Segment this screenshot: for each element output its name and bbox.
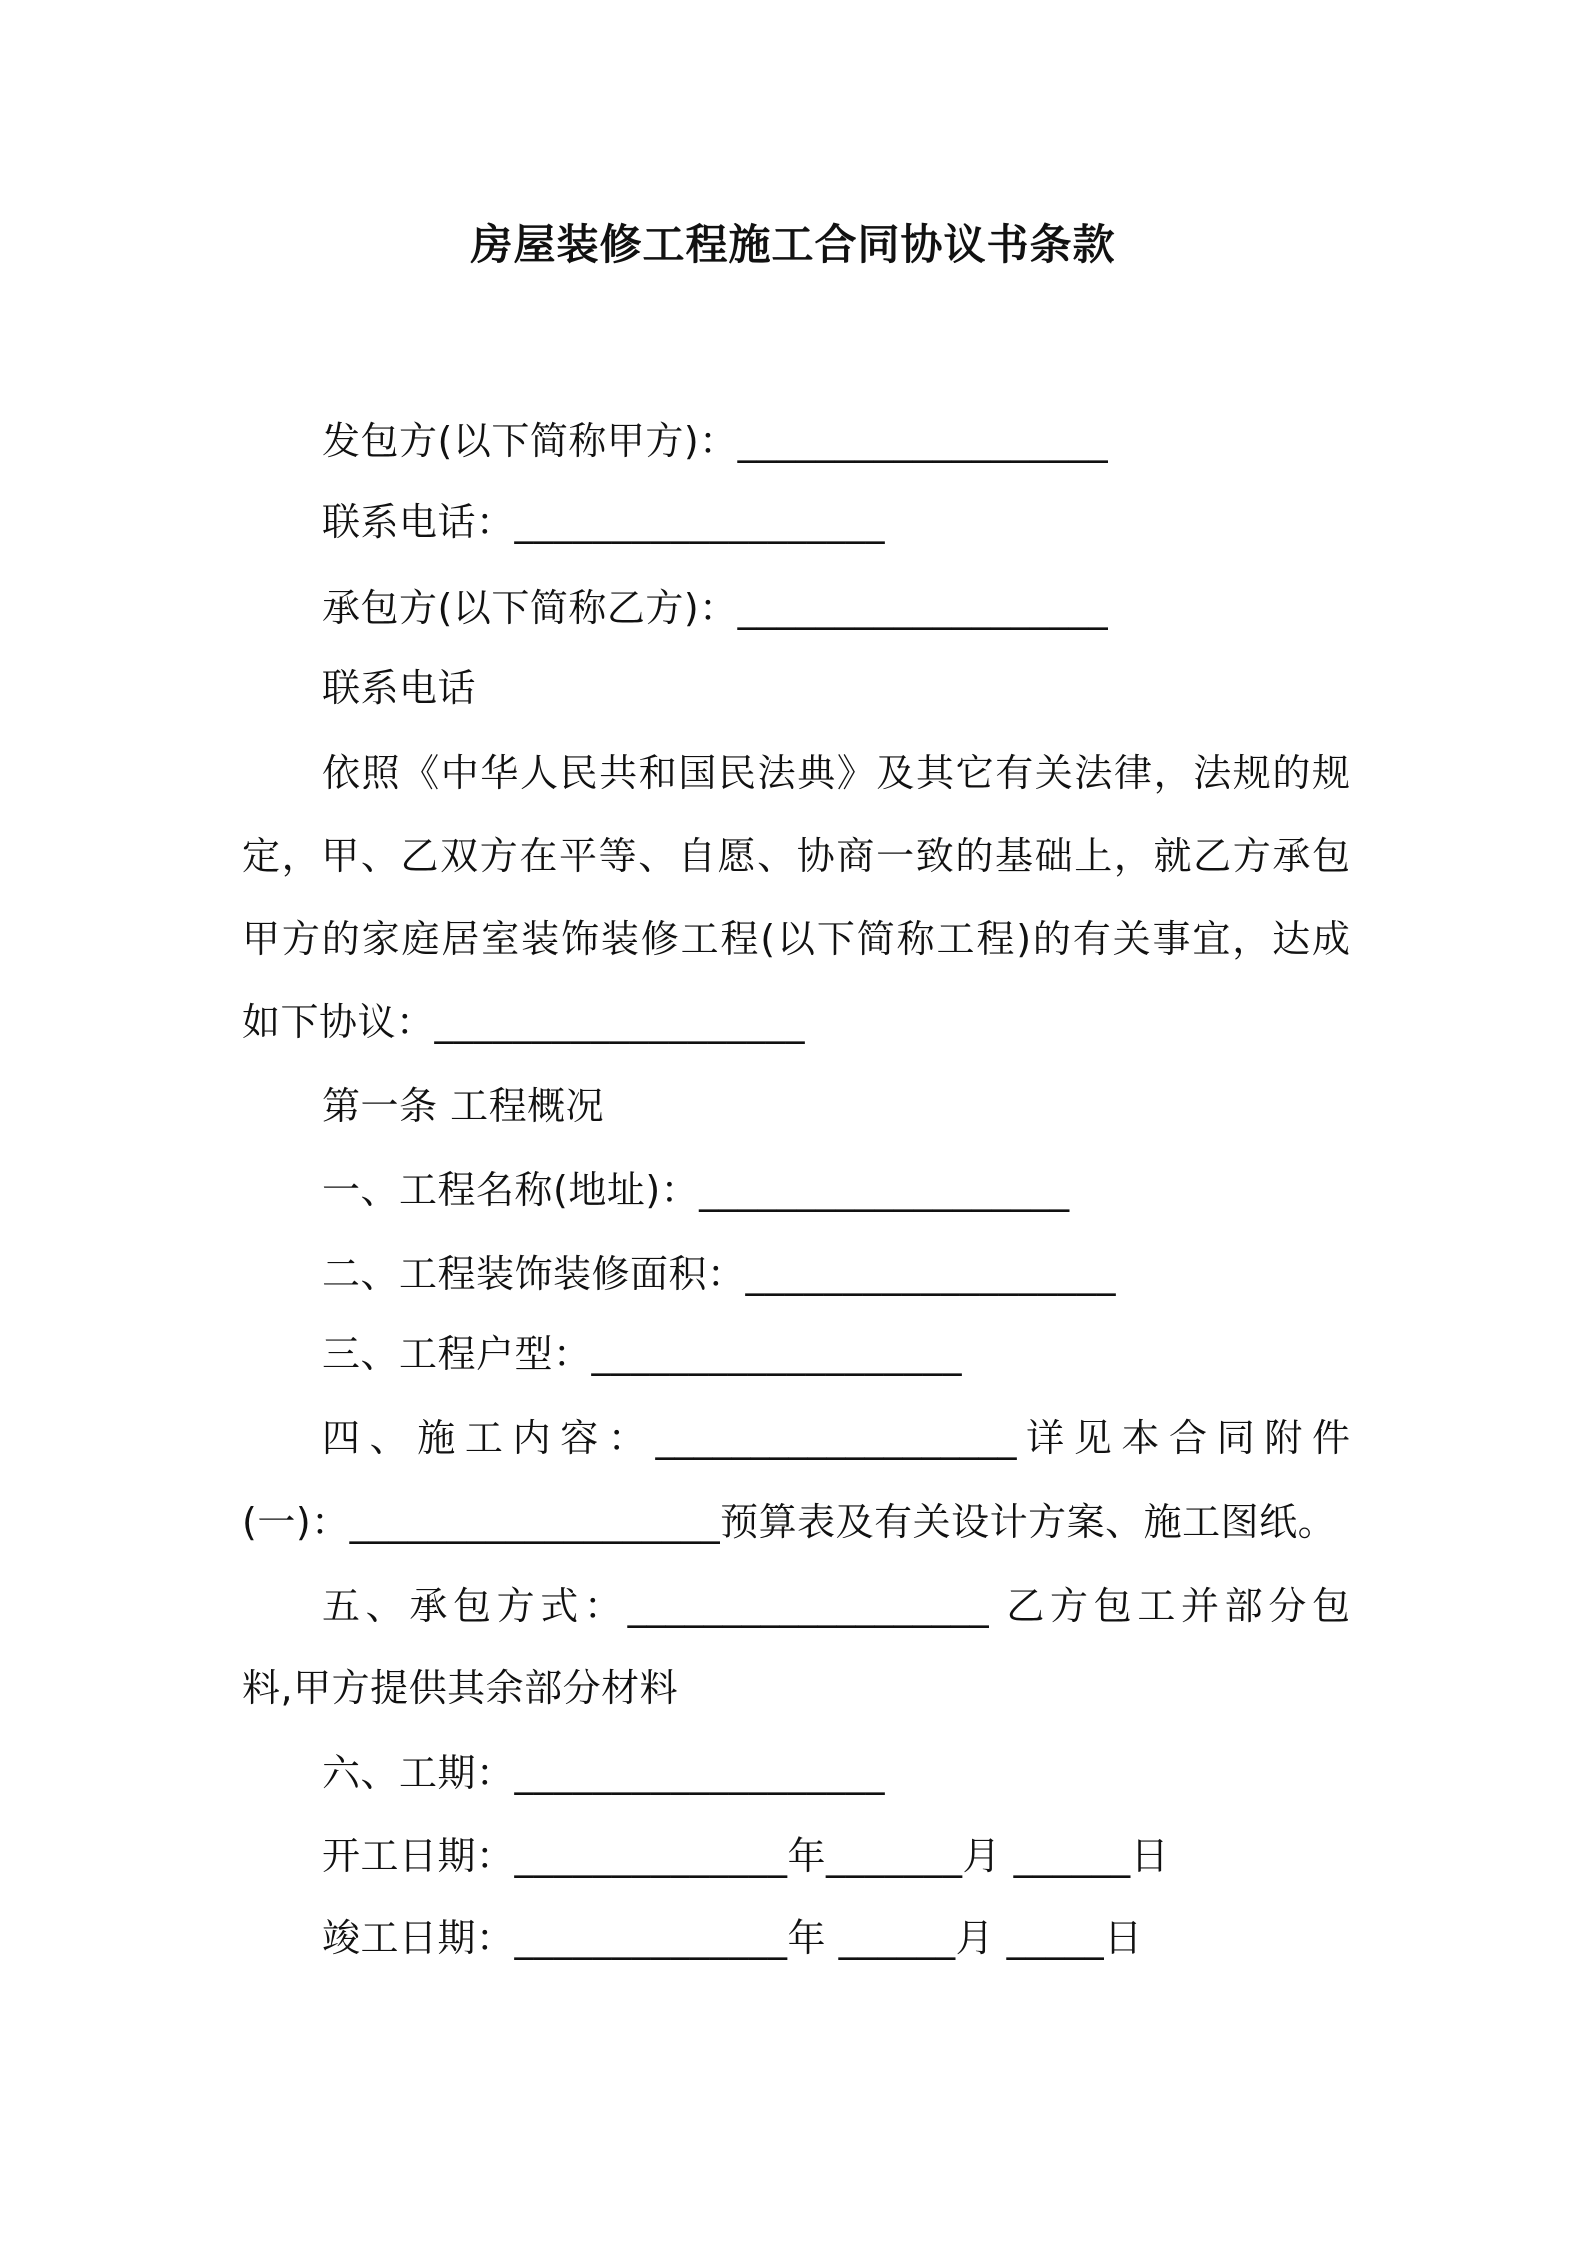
party-b-phone-line: 联系电话 <box>322 666 477 710</box>
item-5-contract-method-line-2: 料,甲方提供其余部分材料 <box>242 1666 679 1710</box>
item-6-duration: 六、工期：___________________ <box>322 1751 886 1795</box>
item-4-content-line-2: (一)：___________________预算表及有关设计方案、施工图纸。 <box>242 1500 1337 1544</box>
party-a-line: 发包方(以下简称甲方)：___________________ <box>322 419 1109 463</box>
intro-paragraph-line-3: 甲方的家庭居室装饰装修工程(以下简称工程)的有关事宜，达成 <box>242 917 1350 961</box>
item-5-contract-method-line-1: 五、承包方式：___________________ 乙方包工并部分包 <box>322 1584 1350 1628</box>
end-date-line: 竣工日期：______________年 ______月 _____日 <box>322 1916 1143 1960</box>
intro-paragraph-line-2: 定，甲、乙双方在平等、自愿、协商一致的基础上，就乙方承包 <box>242 834 1350 878</box>
party-b-line: 承包方(以下简称乙方)：___________________ <box>322 586 1109 630</box>
party-a-phone-line: 联系电话：___________________ <box>322 500 886 544</box>
article-1-heading: 第一条 工程概况 <box>322 1084 605 1128</box>
item-1-project-name: 一、工程名称(地址)：___________________ <box>322 1168 1070 1212</box>
item-2-area: 二、工程装饰装修面积：___________________ <box>322 1252 1117 1296</box>
item-3-layout: 三、工程户型：___________________ <box>322 1332 963 1376</box>
intro-paragraph-line-1: 依照《中华人民共和国民法典》及其它有关法律，法规的规 <box>322 751 1350 795</box>
start-date-line: 开工日期：______________年_______月 ______日 <box>322 1834 1170 1878</box>
document-title: 房屋装修工程施工合同协议书条款 <box>470 220 1116 269</box>
intro-paragraph-line-4: 如下协议：___________________ <box>242 1000 806 1044</box>
item-4-content-line-1: 四、施工内容：___________________详见本合同附件 <box>322 1416 1350 1460</box>
